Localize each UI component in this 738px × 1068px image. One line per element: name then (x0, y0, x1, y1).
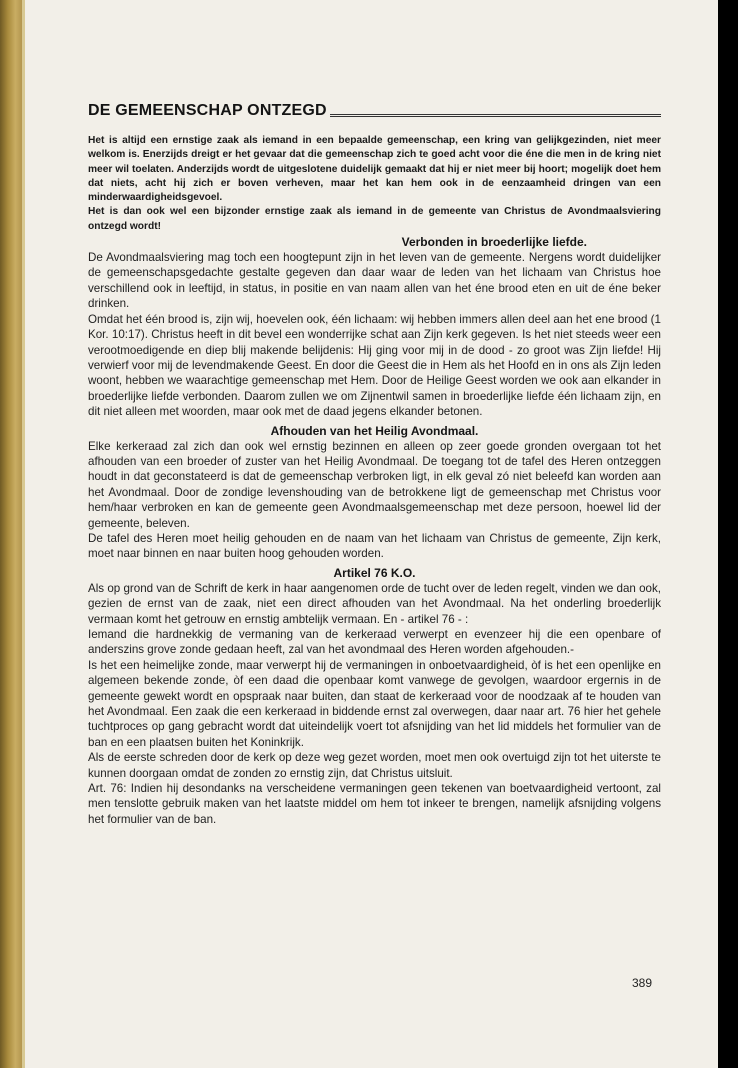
section-heading: Artikel 76 K.O. (333, 565, 416, 580)
scan-border (718, 0, 738, 1068)
paragraph: Omdat het één brood is, zijn wij, hoevelen ook, één lichaam: wij hebben immers allen deel aan het ene brood (1 Kor. 10:17). Christus heeft in dit bevel een wonderrijke schat aan Zijn kerk gegeven. Is het niet steeds weer een verootmoedigende en diep blij makende belijdenis: Hij ging voor mij in de dood - zo groot was Zijn liefde! Hij verwierf voor mij de levendmakende Geest. En door die Geest die in Hem als het Hoofd en in ons als Zijn leden woont, hebben we waarachtige gemeenschap met Hem. Door de Heilige Geest worden we ook aan elkander in broederlijke liefde verbonden. Daarom zullen we om Zijnentwil samen in broederlijke liefde één lichaam zijn, en dit niet alleen met woorden, maar ook met de daad jegens elkander betonen. (88, 312, 661, 419)
paragraph: Als op grond van de Schrift de kerk in haar aangenomen orde de tucht over de leden regelt, vinden we dan ook, gezien de ernst van de zaak, niet een direct afhouden van het Avondmaal. Na het onderling broederlijk vermaan komt het getrouw en ernstig ambtelijk vermaan. En - artikel 76 - : (88, 581, 661, 626)
page-title: DE GEMEENSCHAP ONTZEGD (88, 102, 327, 119)
paragraph: Als de eerste schreden door de kerk op deze weg gezet worden, moet men ook overtuigd zijn tot het uiterste te kunnen doorgaan omdat de zonden zo ernstig zijn, dat Christus uitsluit. (88, 751, 661, 780)
section-verbonden (88, 234, 661, 419)
section-afhouden (88, 423, 661, 562)
page-number: 389 (632, 976, 653, 990)
book-spine (0, 0, 22, 1068)
intro-paragraph: Het is altijd een ernstige zaak als iemand in een bepaalde gemeenschap, een kring van gelijkgezinden, niet meer welkom is. Enerzijds dreigt er het gevaar dat die gemeenschap zich te goed acht voor die éne die men in de kring niet meer wil toelaten. Anderzijds wordt de uitgeslotene duidelijk gemaakt dat hij er niet meer bij hoort; mogelijk doet hem dat niets, acht hij zich er boven verheven, maar het kan hem ook in de eenzaamheid dringen van een minderwaardigheidsgevoel. (88, 135, 661, 204)
title-row (88, 102, 661, 120)
section-heading: Afhouden van het Heilig Avondmaal. (270, 423, 479, 438)
intro-paragraph: Het is dan ook wel een bijzonder ernstige zaak als iemand in de gemeente van Christus de Avondmaalsviering ontzegd wordt! (88, 206, 661, 232)
page-content (88, 102, 661, 827)
paragraph: Is het een heimelijke zonde, maar verwerpt hij de vermaningen in onboetvaardigheid, òf is het een openlijke en algemeen bekende zonde, òf een daad die openbaar komt vanwege de gevolgen, waardoor ergernis in de gemeente gewekt wordt en opspraak naar buiten, dan staat de kerkeraad voor de noodzaak af te houden van het Avondmaal. Een zaak die een kerkeraad in biddende ernst zal overwegen, daar naar art. 76 hier het gehele tuchtproces op gang gebracht wordt dat uiteindelijk voert tot afsnijding van het lid middels het formulier van de ban en een plaatsen buiten het Koninkrijk. (88, 658, 661, 749)
intro (88, 134, 661, 234)
page (25, 0, 718, 1068)
paragraph: De tafel des Heren moet heilig gehouden en de naam van het lichaam van Christus de gemeente, Zijn kerk, moet naar binnen en naar buiten hoog gehouden worden. (88, 531, 661, 561)
section-artikel-76 (88, 565, 661, 828)
paragraph: De Avondmaalsviering mag toch een hoogtepunt zijn in het leven van de gemeente. Nergens wordt duidelijker de gemeenschapsgedachte gestalte gegeven dan daar waar de leden van het lichaam van Christus hoe verschillend ook in leeftijd, in status, in positie en van naam allen van het éne brood eten en uit de éne beker drinken. (88, 251, 661, 311)
paragraph: Art. 76: Indien hij desondanks na verscheidene vermaningen geen tekenen van boetvaardigheid vertoont, zal men tenslotte gebruik maken van het laatste middel om hem tot inkeer te brengen, namelijk afsnijding volgens het formulier van de ban. (88, 782, 661, 826)
title-rule (330, 114, 661, 117)
paragraph: Elke kerkeraad zal zich dan ook wel ernstig bezinnen en alleen op zeer goede gronden overgaan tot het afhouden van een broeder of zuster van het Heilig Avondmaal. De toegang tot de tafel des Heren ontzeggen houdt in dat geconstateerd is dat de gemeenschap verbroken ligt, in elk geval zó niet beleefd kan worden aan het Avondmaal. Door de zondige levenshouding van de betrokkene ligt de gemeenschap met Christus voor hem/haar verbroken en kan de gemeente geen Avondmaalsgemeenschap met deze persoon, hoewel lid der gemeente, beleven. (88, 439, 661, 530)
section-heading: Verbonden in broederlijke liefde. (401, 235, 587, 250)
paragraph: Iemand die hardnekkig de vermaning van de kerkeraad verwerpt en evenzeer hij die een openbare of anderszins grove zonde gedaan heeft, zal van het avondmaal des Heren worden afgehouden.- (88, 628, 661, 657)
